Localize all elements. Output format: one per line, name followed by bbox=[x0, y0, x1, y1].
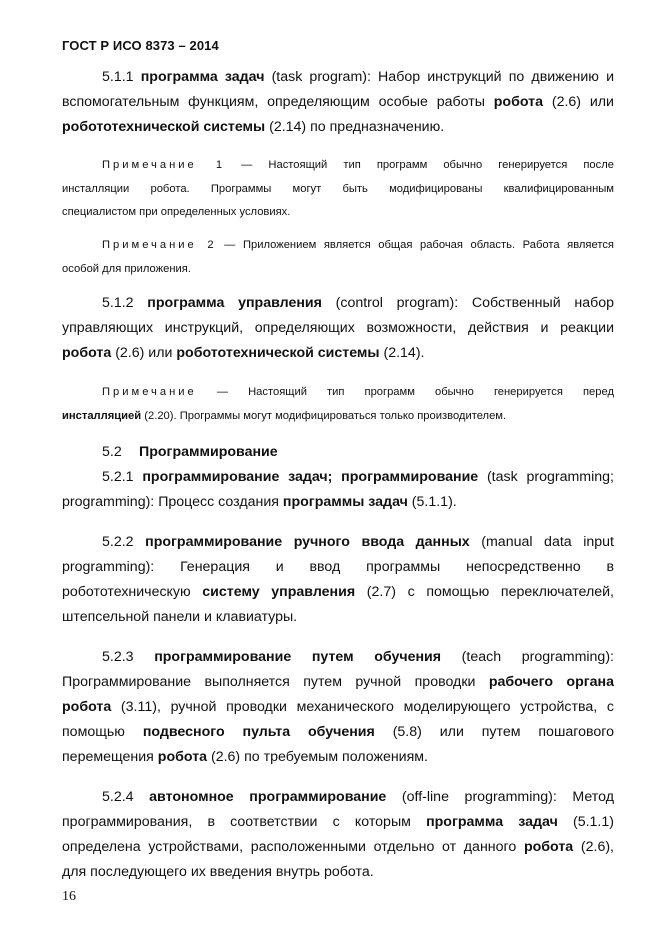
term: программирование ручного ввода данных bbox=[145, 534, 470, 550]
clause-5-2-3 bbox=[62, 645, 614, 770]
definition-text: (control program): Собственный набор bbox=[321, 295, 614, 311]
term-reference: робота bbox=[493, 94, 543, 110]
term-reference: робота bbox=[157, 749, 208, 765]
clause-5-1-1 bbox=[62, 65, 614, 140]
term-reference: подвесного пульта обучения bbox=[142, 724, 375, 740]
clause-5-2-2 bbox=[62, 530, 614, 630]
term-reference: робота bbox=[523, 839, 574, 855]
term-reference: робота bbox=[62, 699, 112, 715]
definition-text: programming): Генерация и ввод программы непосредственно в bbox=[62, 559, 614, 575]
section-number: 5.2 bbox=[102, 444, 122, 460]
definition-text: (5.1.1). bbox=[407, 494, 457, 510]
note-text: — Настоящий тип программ обычно генерируется перед bbox=[196, 386, 614, 398]
definition-text: programming): Процесс создания bbox=[62, 494, 283, 510]
definition-text: (teach programming): bbox=[441, 649, 614, 665]
term-reference: систему управления bbox=[202, 584, 356, 600]
definition-text: (2.6) или bbox=[111, 345, 177, 361]
definition-text: робототехническую bbox=[62, 584, 203, 600]
term-reference: рабочего органа bbox=[488, 674, 614, 690]
clause-number: 5.2.2 bbox=[102, 534, 134, 550]
definition-text: Программирование выполняется путем ручной проводки bbox=[62, 674, 489, 690]
clause-5-2-1 bbox=[62, 465, 614, 515]
term: автономное программирование bbox=[149, 789, 387, 805]
note-text: — Приложением является общая рабочая область. Работа является bbox=[216, 239, 614, 251]
definition-text: помощью bbox=[62, 724, 143, 740]
definition-text: (task programming; bbox=[478, 469, 614, 485]
note-text: (2.20). Программы могут модифицироваться только производителем. bbox=[141, 409, 507, 422]
note-label: Примечание bbox=[102, 386, 197, 398]
note-text: инсталляции робота. Программы могут быть модифицированы квалифицированным bbox=[62, 182, 614, 195]
definition-text: перемещения bbox=[62, 749, 158, 765]
note-label: Примечание 2 bbox=[102, 239, 217, 251]
clause-number: 5.2.3 bbox=[102, 649, 134, 665]
term-reference: программы задач bbox=[282, 494, 408, 510]
definition-text: (3.11), ручной проводки механического моделирующего устройства, с bbox=[111, 699, 614, 715]
standard-header: ГОСТ Р ИСО 8373 – 2014 bbox=[62, 38, 219, 53]
definition-text: (5.8) или путем пошагового bbox=[374, 724, 614, 740]
definition-text: (2.7) с помощью переключателей, bbox=[355, 584, 614, 600]
note-text: — Настоящий тип программ обычно генерируется после bbox=[225, 159, 614, 171]
clause-number: 5.1.1 bbox=[102, 69, 134, 85]
clause-5-2-4 bbox=[62, 785, 614, 885]
term-reference: инсталляцией bbox=[62, 409, 142, 422]
note-2 bbox=[62, 234, 614, 281]
definition-text: (2.6) или bbox=[543, 94, 614, 110]
term-reference: робототехнической системы bbox=[176, 345, 380, 361]
definition-text: (off-line programming): Метод bbox=[386, 789, 614, 805]
note-label: Примечание 1 bbox=[102, 159, 226, 171]
term-reference: робототехнической системы bbox=[62, 119, 266, 135]
definition-text: (5.1.1) bbox=[557, 814, 614, 830]
page-number: 16 bbox=[62, 889, 76, 904]
term: программирование задач; программирование bbox=[142, 469, 479, 485]
term-reference: программа задач bbox=[426, 814, 558, 830]
definition-text: (2.14) по предназначению. bbox=[265, 119, 445, 135]
term: программа задач bbox=[140, 69, 265, 85]
clause-number: 5.2.1 bbox=[102, 469, 134, 485]
clause-number: 5.1.2 bbox=[102, 295, 134, 311]
note-3 bbox=[62, 381, 614, 428]
definition-text: определена устройствами, расположенными отдельно от данного bbox=[62, 839, 524, 855]
note-text: специалистом при определенных условиях. bbox=[62, 206, 291, 218]
clause-5-1-2 bbox=[62, 291, 614, 366]
definition-text: штепсельной панели и клавиатуры. bbox=[62, 609, 298, 625]
definition-text: (2.6) по требуемым положениям. bbox=[207, 749, 428, 765]
section-5-2-heading bbox=[62, 440, 614, 465]
clause-number: 5.2.4 bbox=[102, 789, 134, 805]
definition-text: программирования, в соответствии с которым bbox=[62, 814, 427, 830]
definition-text: для последующего их введения внутрь робота. bbox=[62, 864, 374, 880]
note-text: особой для приложения. bbox=[62, 262, 191, 275]
section-title: Программирование bbox=[139, 444, 278, 460]
definition-text: вспомогательным функциям, определяющим особые работы bbox=[62, 94, 494, 110]
term-reference: робота bbox=[62, 345, 112, 361]
term: программирование путем обучения bbox=[154, 649, 442, 665]
definition-text: (2.14). bbox=[379, 345, 425, 361]
definition-text: (task program): Набор инструкций по движению и bbox=[264, 69, 614, 85]
definition-text: управляющих инструкций, определяющих возможности, действия и реакции bbox=[62, 320, 614, 336]
note-1 bbox=[62, 154, 614, 225]
term: программа управления bbox=[147, 295, 322, 311]
definition-text: (manual data input bbox=[469, 534, 614, 550]
definition-text: (2.6), bbox=[573, 839, 615, 855]
